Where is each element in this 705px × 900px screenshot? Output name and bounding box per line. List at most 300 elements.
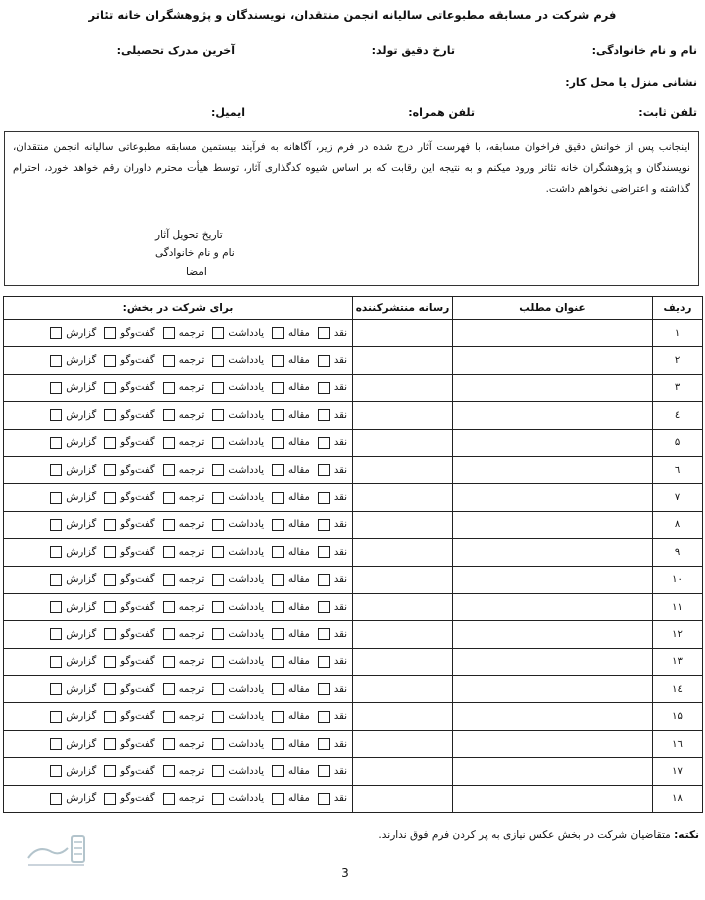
section-option xyxy=(163,409,205,421)
section-option-label: یادداشت xyxy=(228,574,265,586)
section-option xyxy=(163,765,205,777)
section-option-label: مقاله xyxy=(288,574,310,586)
watermark-logo-icon xyxy=(22,832,92,872)
section-checkbox[interactable] xyxy=(318,683,330,695)
section-option-label: یادداشت xyxy=(228,409,265,421)
section-option-label: نقد xyxy=(333,711,347,723)
section-option xyxy=(272,519,310,531)
title-cell[interactable] xyxy=(453,429,653,456)
section-checkbox[interactable] xyxy=(272,409,284,421)
title-cell[interactable] xyxy=(453,730,653,757)
row-number: ۱۷ xyxy=(653,758,703,785)
section-checkbox[interactable] xyxy=(163,628,175,640)
section-option xyxy=(318,738,347,750)
sections-cell xyxy=(4,730,353,757)
section-option xyxy=(318,355,347,367)
section-checkbox[interactable] xyxy=(318,793,330,805)
publisher-cell[interactable] xyxy=(353,320,453,347)
section-option-label: یادداشت xyxy=(228,683,265,695)
section-option xyxy=(163,382,205,394)
table-row xyxy=(4,730,703,757)
section-checkbox[interactable] xyxy=(104,492,116,504)
section-option xyxy=(163,574,205,586)
section-option-label: ترجمه xyxy=(178,409,205,421)
section-option-label: یادداشت xyxy=(228,765,265,777)
section-option-label: مقاله xyxy=(288,601,310,613)
header-publisher: رسانه منتشرکننده xyxy=(353,297,453,320)
title-cell[interactable] xyxy=(453,566,653,593)
section-option-label: یادداشت xyxy=(228,355,265,367)
section-option-label: مقاله xyxy=(288,464,310,476)
address-field-label: نشانی منزل یا محل کار: xyxy=(565,76,697,89)
section-option xyxy=(212,327,264,339)
section-option-label: نقد xyxy=(333,793,347,805)
section-checkbox[interactable] xyxy=(272,519,284,531)
section-checkbox[interactable] xyxy=(212,355,224,367)
section-checkbox[interactable] xyxy=(50,574,62,586)
row-number: ۳ xyxy=(653,374,703,401)
section-option xyxy=(272,765,310,777)
section-option-label: یادداشت xyxy=(228,656,265,668)
section-checkbox[interactable] xyxy=(212,437,224,449)
section-checkbox[interactable] xyxy=(104,628,116,640)
section-checkbox[interactable] xyxy=(272,601,284,613)
section-checkbox[interactable] xyxy=(104,601,116,613)
section-checkbox[interactable] xyxy=(318,546,330,558)
section-checkbox[interactable] xyxy=(163,683,175,695)
section-checkbox[interactable] xyxy=(50,765,62,777)
section-option-label: گزارش xyxy=(66,601,97,613)
section-option-label: گفت‌وگو xyxy=(120,765,155,777)
section-option xyxy=(318,492,347,504)
section-checkbox[interactable] xyxy=(272,793,284,805)
table-row xyxy=(4,347,703,374)
section-option xyxy=(318,464,347,476)
header-title: عنوان مطلب xyxy=(453,297,653,320)
section-option xyxy=(163,437,205,449)
publisher-cell[interactable] xyxy=(353,402,453,429)
section-option xyxy=(163,738,205,750)
section-checkbox[interactable] xyxy=(272,738,284,750)
title-cell[interactable] xyxy=(453,374,653,401)
section-option-label: گفت‌وگو xyxy=(120,437,155,449)
section-option xyxy=(104,327,154,339)
sections-cell xyxy=(4,593,353,620)
section-option xyxy=(212,492,264,504)
section-checkbox[interactable] xyxy=(212,519,224,531)
section-checkbox[interactable] xyxy=(318,711,330,723)
title-cell[interactable] xyxy=(453,511,653,538)
section-checkbox[interactable] xyxy=(104,382,116,394)
section-checkbox[interactable] xyxy=(163,409,175,421)
title-cell[interactable] xyxy=(453,347,653,374)
section-checkbox[interactable] xyxy=(104,437,116,449)
publisher-cell[interactable] xyxy=(353,621,453,648)
section-option-label: گفت‌وگو xyxy=(120,492,155,504)
section-checkbox[interactable] xyxy=(50,409,62,421)
title-cell[interactable] xyxy=(453,648,653,675)
publisher-cell[interactable] xyxy=(353,456,453,483)
section-option-label: گفت‌وگو xyxy=(120,601,155,613)
section-checkbox[interactable] xyxy=(50,437,62,449)
title-cell[interactable] xyxy=(453,785,653,812)
section-checkbox[interactable] xyxy=(104,409,116,421)
title-cell[interactable] xyxy=(453,539,653,566)
section-checkbox[interactable] xyxy=(163,546,175,558)
section-option xyxy=(272,793,310,805)
section-option-label: مقاله xyxy=(288,355,310,367)
publisher-cell[interactable] xyxy=(353,593,453,620)
sections-cell xyxy=(4,703,353,730)
section-checkbox[interactable] xyxy=(163,574,175,586)
section-option-label: نقد xyxy=(333,409,347,421)
section-checkbox[interactable] xyxy=(50,628,62,640)
section-option xyxy=(318,628,347,640)
publisher-cell[interactable] xyxy=(353,648,453,675)
section-option-label: گزارش xyxy=(66,464,97,476)
row-number: ٦ xyxy=(653,456,703,483)
row-number: ۷ xyxy=(653,484,703,511)
section-checkbox[interactable] xyxy=(163,738,175,750)
row-number: ٤ xyxy=(653,402,703,429)
section-option-label: گفت‌وگو xyxy=(120,409,155,421)
section-option-label: ترجمه xyxy=(178,683,205,695)
title-cell[interactable] xyxy=(453,456,653,483)
section-checkbox[interactable] xyxy=(212,327,224,339)
section-checkbox[interactable] xyxy=(272,464,284,476)
section-checkbox[interactable] xyxy=(163,382,175,394)
section-checkbox[interactable] xyxy=(50,355,62,367)
note xyxy=(378,829,699,841)
section-option-label: یادداشت xyxy=(228,546,265,558)
section-checkbox[interactable] xyxy=(318,327,330,339)
section-option-label: گفت‌وگو xyxy=(120,546,155,558)
section-option xyxy=(163,519,205,531)
table-row xyxy=(4,402,703,429)
section-option xyxy=(212,683,264,695)
sections-cell xyxy=(4,758,353,785)
section-option xyxy=(104,711,154,723)
section-checkbox[interactable] xyxy=(318,492,330,504)
section-option xyxy=(318,765,347,777)
section-option xyxy=(163,628,205,640)
section-option-label: گزارش xyxy=(66,355,97,367)
section-checkbox[interactable] xyxy=(318,437,330,449)
section-option-label: گزارش xyxy=(66,574,97,586)
section-checkbox[interactable] xyxy=(50,683,62,695)
section-checkbox[interactable] xyxy=(104,519,116,531)
section-option-label: مقاله xyxy=(288,683,310,695)
entries-table xyxy=(3,296,703,813)
section-checkbox[interactable] xyxy=(104,355,116,367)
section-checkbox[interactable] xyxy=(318,519,330,531)
section-option xyxy=(50,546,96,558)
section-checkbox[interactable] xyxy=(163,437,175,449)
section-checkbox[interactable] xyxy=(104,327,116,339)
section-checkbox[interactable] xyxy=(104,683,116,695)
section-option-label: مقاله xyxy=(288,519,310,531)
row-number: ۱۵ xyxy=(653,703,703,730)
section-checkbox[interactable] xyxy=(50,464,62,476)
section-option xyxy=(272,656,310,668)
table-row xyxy=(4,621,703,648)
section-checkbox[interactable] xyxy=(212,492,224,504)
section-option xyxy=(212,765,264,777)
section-option-label: یادداشت xyxy=(228,519,265,531)
section-checkbox[interactable] xyxy=(272,765,284,777)
section-option xyxy=(104,409,154,421)
section-option-label: مقاله xyxy=(288,738,310,750)
section-checkbox[interactable] xyxy=(104,546,116,558)
row-number: ۱٦ xyxy=(653,730,703,757)
section-checkbox[interactable] xyxy=(272,382,284,394)
section-option xyxy=(318,437,347,449)
section-option-label: ترجمه xyxy=(178,628,205,640)
section-checkbox[interactable] xyxy=(318,409,330,421)
publisher-cell[interactable] xyxy=(353,374,453,401)
publisher-cell[interactable] xyxy=(353,785,453,812)
section-option-label: ترجمه xyxy=(178,382,205,394)
section-checkbox[interactable] xyxy=(104,711,116,723)
section-option xyxy=(212,711,264,723)
section-checkbox[interactable] xyxy=(163,793,175,805)
section-checkbox[interactable] xyxy=(272,656,284,668)
section-option xyxy=(104,601,154,613)
sections-cell xyxy=(4,402,353,429)
section-checkbox[interactable] xyxy=(272,437,284,449)
section-checkbox[interactable] xyxy=(212,656,224,668)
section-checkbox[interactable] xyxy=(163,327,175,339)
publisher-cell[interactable] xyxy=(353,539,453,566)
title-cell[interactable] xyxy=(453,484,653,511)
sections-cell xyxy=(4,347,353,374)
table-row xyxy=(4,456,703,483)
section-option-label: مقاله xyxy=(288,409,310,421)
section-option-label: گفت‌وگو xyxy=(120,327,155,339)
form-title: فرم شرکت در مسابقه مطبوعاتی سالیانه انجمن منتقدان، نویسندگان و پژوهشگران خانه تئاتر xyxy=(88,8,617,22)
section-option-label: نقد xyxy=(333,519,347,531)
section-checkbox[interactable] xyxy=(272,327,284,339)
section-option xyxy=(50,601,96,613)
table-row xyxy=(4,539,703,566)
table-row xyxy=(4,566,703,593)
section-option-label: گزارش xyxy=(66,738,97,750)
section-option xyxy=(212,738,264,750)
section-checkbox[interactable] xyxy=(212,628,224,640)
section-checkbox[interactable] xyxy=(212,711,224,723)
title-cell[interactable] xyxy=(453,676,653,703)
section-checkbox[interactable] xyxy=(50,546,62,558)
table-row xyxy=(4,676,703,703)
publisher-cell[interactable] xyxy=(353,484,453,511)
section-option-label: یادداشت xyxy=(228,327,265,339)
title-cell[interactable] xyxy=(453,703,653,730)
title-cell[interactable] xyxy=(453,320,653,347)
publisher-cell[interactable] xyxy=(353,703,453,730)
header-sections: برای شرکت در بخش: xyxy=(4,297,353,320)
section-option-label: گفت‌وگو xyxy=(120,464,155,476)
section-checkbox[interactable] xyxy=(104,464,116,476)
section-option xyxy=(272,546,310,558)
section-checkbox[interactable] xyxy=(318,574,330,586)
section-checkbox[interactable] xyxy=(104,765,116,777)
section-option xyxy=(104,546,154,558)
section-checkbox[interactable] xyxy=(318,628,330,640)
section-checkbox[interactable] xyxy=(272,546,284,558)
section-checkbox[interactable] xyxy=(212,382,224,394)
section-option xyxy=(163,546,205,558)
table-body xyxy=(4,320,703,813)
section-checkbox[interactable] xyxy=(272,683,284,695)
section-option-label: نقد xyxy=(333,628,347,640)
title-cell[interactable] xyxy=(453,593,653,620)
section-checkbox[interactable] xyxy=(212,765,224,777)
section-checkbox[interactable] xyxy=(163,656,175,668)
section-checkbox[interactable] xyxy=(104,793,116,805)
section-checkbox[interactable] xyxy=(272,574,284,586)
section-option-label: گزارش xyxy=(66,327,97,339)
section-checkbox[interactable] xyxy=(163,519,175,531)
note-label: نکته: xyxy=(674,829,699,841)
publisher-cell[interactable] xyxy=(353,566,453,593)
section-checkbox[interactable] xyxy=(104,656,116,668)
section-checkbox[interactable] xyxy=(318,765,330,777)
section-checkbox[interactable] xyxy=(212,464,224,476)
section-option-label: نقد xyxy=(333,492,347,504)
section-checkbox[interactable] xyxy=(163,711,175,723)
section-checkbox[interactable] xyxy=(212,409,224,421)
row-number: ۱۸ xyxy=(653,785,703,812)
section-option xyxy=(212,382,264,394)
publisher-cell[interactable] xyxy=(353,511,453,538)
email-field-label: ایمیل: xyxy=(211,106,245,119)
section-option-label: نقد xyxy=(333,546,347,558)
row-number: ۱٤ xyxy=(653,676,703,703)
section-checkbox[interactable] xyxy=(212,601,224,613)
section-checkbox[interactable] xyxy=(50,519,62,531)
section-checkbox[interactable] xyxy=(163,355,175,367)
section-checkbox[interactable] xyxy=(50,656,62,668)
section-option-label: مقاله xyxy=(288,546,310,558)
section-option xyxy=(272,382,310,394)
section-checkbox[interactable] xyxy=(272,355,284,367)
section-option xyxy=(318,601,347,613)
landline-field-label: تلفن ثابت: xyxy=(638,106,697,119)
publisher-cell[interactable] xyxy=(353,347,453,374)
section-option xyxy=(163,793,205,805)
section-checkbox[interactable] xyxy=(50,793,62,805)
section-option xyxy=(163,656,205,668)
pledge-text: اینجانب پس از خوانش دقیق فراخوان مسابقه، با فهرست آثار درج شده در فرم زیر، آگاهانه به فرآیند بیستمین مسابقه مطبوعاتی سالیانه انجمن منتقدان، نویسندگان و پژوهشگران خانه تئاتر ورود میکنم و به نتیجه این رقابت که بر اساس شیوه کدگذاری آثار، توسط هیأت محترم داوران رقم خواهد خورد، احترام گذاشته و اعتراضی نخواهم داشت. xyxy=(13,142,690,195)
section-option xyxy=(104,382,154,394)
section-option xyxy=(272,409,310,421)
section-option-label: یادداشت xyxy=(228,711,265,723)
section-option xyxy=(50,574,96,586)
section-option-label: یادداشت xyxy=(228,793,265,805)
section-checkbox[interactable] xyxy=(318,601,330,613)
title-cell[interactable] xyxy=(453,402,653,429)
title-cell[interactable] xyxy=(453,758,653,785)
section-option xyxy=(50,628,96,640)
publisher-cell[interactable] xyxy=(353,429,453,456)
delivery-date-label: تاریخ تحویل آثار xyxy=(155,229,223,241)
section-checkbox[interactable] xyxy=(50,738,62,750)
row-number: ۱۳ xyxy=(653,648,703,675)
section-checkbox[interactable] xyxy=(272,628,284,640)
section-option-label: گزارش xyxy=(66,711,97,723)
section-checkbox[interactable] xyxy=(163,765,175,777)
section-option-label: ترجمه xyxy=(178,574,205,586)
section-option xyxy=(212,601,264,613)
section-checkbox[interactable] xyxy=(50,382,62,394)
sections-cell xyxy=(4,429,353,456)
section-option xyxy=(272,464,310,476)
section-option-label: گفت‌وگو xyxy=(120,628,155,640)
header-row-number: ردیف xyxy=(653,297,703,320)
publisher-cell[interactable] xyxy=(353,730,453,757)
section-option xyxy=(163,711,205,723)
section-option xyxy=(318,382,347,394)
section-option-label: ترجمه xyxy=(178,327,205,339)
section-checkbox[interactable] xyxy=(163,464,175,476)
section-option xyxy=(163,601,205,613)
section-option-label: گزارش xyxy=(66,793,97,805)
section-checkbox[interactable] xyxy=(272,711,284,723)
section-checkbox[interactable] xyxy=(104,574,116,586)
section-checkbox[interactable] xyxy=(318,464,330,476)
section-checkbox[interactable] xyxy=(272,492,284,504)
section-checkbox[interactable] xyxy=(212,574,224,586)
section-checkbox[interactable] xyxy=(163,601,175,613)
section-option xyxy=(50,519,96,531)
section-option-label: گفت‌وگو xyxy=(120,355,155,367)
publisher-cell[interactable] xyxy=(353,758,453,785)
section-checkbox[interactable] xyxy=(212,683,224,695)
section-checkbox[interactable] xyxy=(318,355,330,367)
section-checkbox[interactable] xyxy=(318,656,330,668)
section-checkbox[interactable] xyxy=(163,492,175,504)
section-option xyxy=(104,738,154,750)
section-checkbox[interactable] xyxy=(212,738,224,750)
section-checkbox[interactable] xyxy=(50,492,62,504)
section-checkbox[interactable] xyxy=(50,711,62,723)
section-checkbox[interactable] xyxy=(318,738,330,750)
section-option-label: گزارش xyxy=(66,765,97,777)
section-checkbox[interactable] xyxy=(212,546,224,558)
section-option xyxy=(318,574,347,586)
title-cell[interactable] xyxy=(453,621,653,648)
section-option-label: نقد xyxy=(333,327,347,339)
section-checkbox[interactable] xyxy=(318,382,330,394)
sections-cell xyxy=(4,374,353,401)
row-number: ۱ xyxy=(653,320,703,347)
section-option-label: گزارش xyxy=(66,409,97,421)
section-option-label: مقاله xyxy=(288,437,310,449)
section-checkbox[interactable] xyxy=(104,738,116,750)
row-number: ۵ xyxy=(653,429,703,456)
section-option xyxy=(104,437,154,449)
section-option-label: نقد xyxy=(333,601,347,613)
section-option-label: یادداشت xyxy=(228,437,265,449)
section-checkbox[interactable] xyxy=(50,327,62,339)
section-option xyxy=(212,793,264,805)
publisher-cell[interactable] xyxy=(353,676,453,703)
section-checkbox[interactable] xyxy=(50,601,62,613)
pledge-box xyxy=(4,131,699,286)
table-row xyxy=(4,758,703,785)
section-option-label: گزارش xyxy=(66,683,97,695)
section-checkbox[interactable] xyxy=(212,793,224,805)
